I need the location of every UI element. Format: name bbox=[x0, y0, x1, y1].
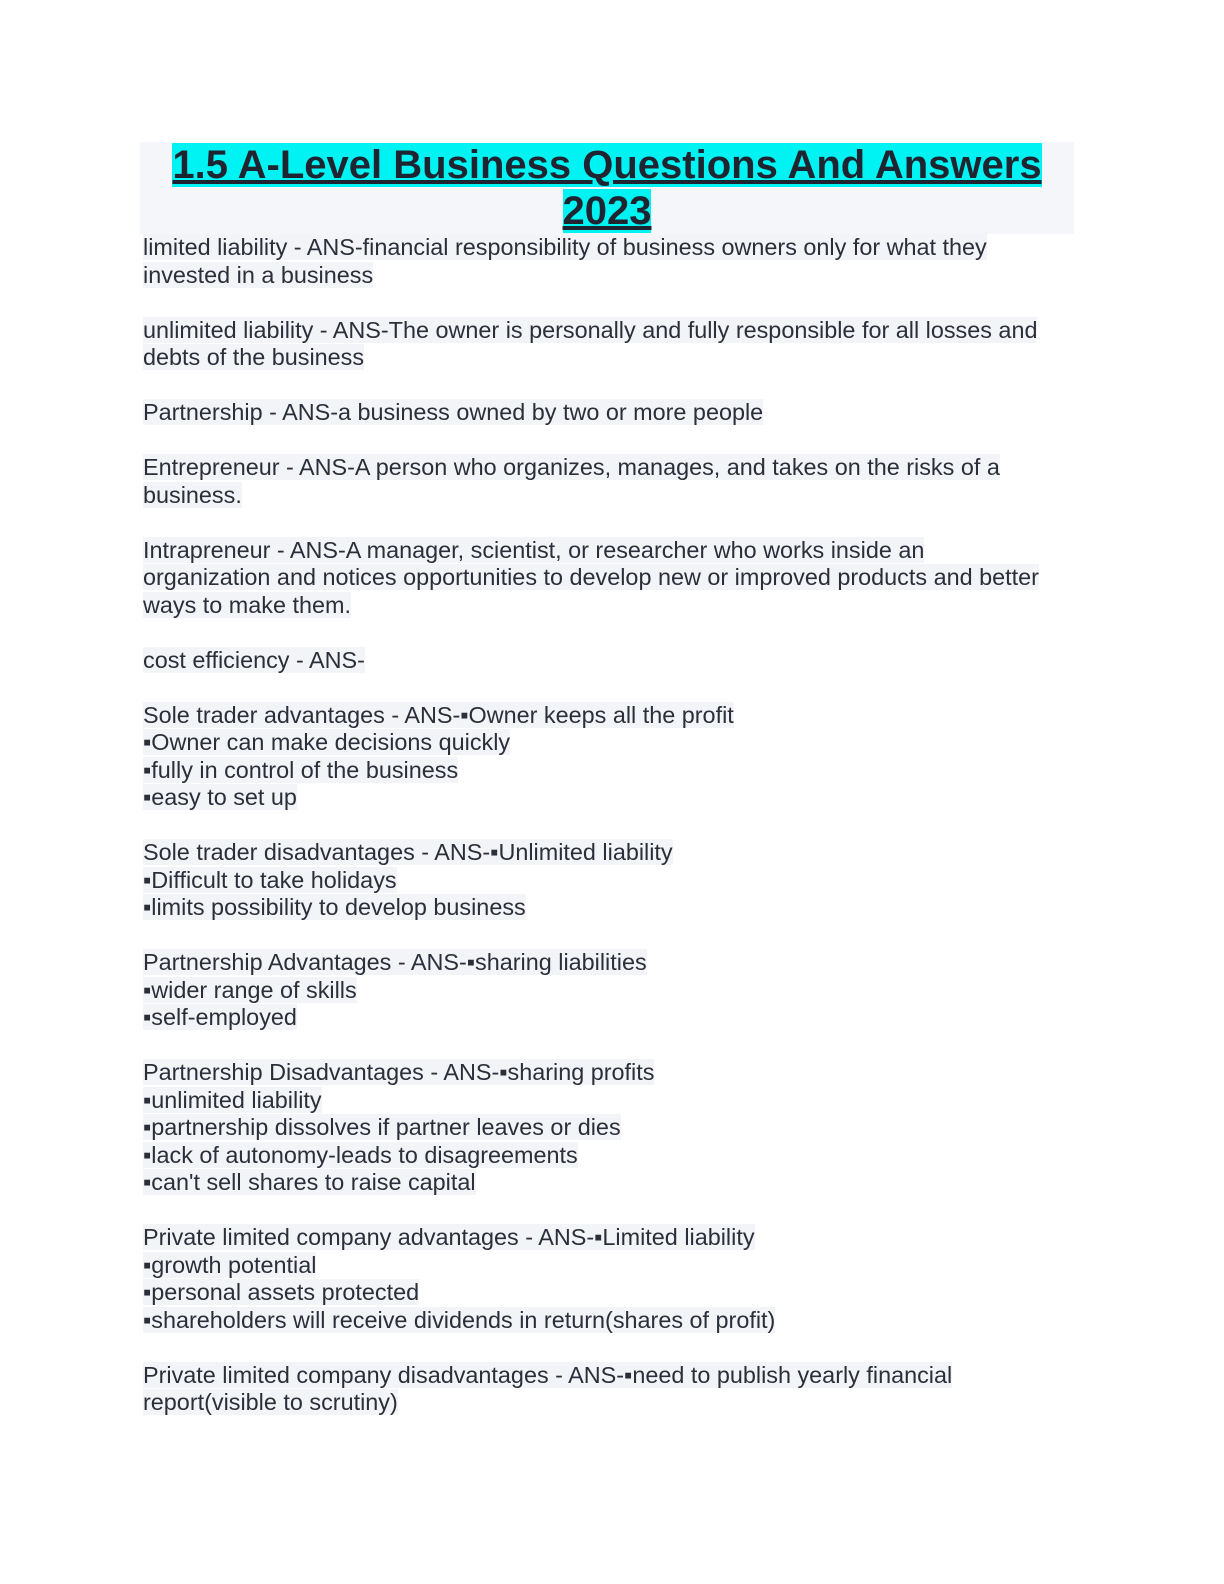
qa-entry-line bbox=[143, 1087, 1073, 1115]
qa-entry-line bbox=[143, 1224, 1073, 1252]
qa-entry-line bbox=[143, 867, 1073, 895]
qa-entry-line bbox=[143, 1307, 1073, 1335]
qa-entry-line bbox=[143, 784, 1073, 812]
qa-entry-text: Partnership - ANS-a business owned by two or more people bbox=[143, 399, 764, 425]
qa-entry-line bbox=[143, 702, 1073, 730]
qa-entry-line bbox=[143, 1279, 1073, 1307]
qa-entry-text: ▪growth potential bbox=[143, 1251, 317, 1278]
qa-entry-line bbox=[143, 592, 1073, 620]
qa-entry-line bbox=[143, 1169, 1073, 1197]
qa-entry-text: ▪easy to set up bbox=[143, 784, 297, 810]
qa-entry-line bbox=[143, 1362, 1073, 1390]
qa-entry-text: Private limited company disadvantages - ANS-▪need to publish yearly financial bbox=[143, 1361, 953, 1388]
qa-entry-text: ▪Difficult to take holidays bbox=[143, 866, 397, 893]
qa-entry-text: debts of the business bbox=[143, 344, 365, 370]
qa-entry bbox=[143, 537, 1073, 620]
qa-entry-line bbox=[143, 1059, 1073, 1087]
qa-entry-text: ▪personal assets protected bbox=[143, 1279, 420, 1305]
qa-entry-text: ▪shareholders will receive dividends in return(shares of profit) bbox=[143, 1306, 776, 1333]
qa-entry-text: Intrapreneur - ANS-A manager, scientist, or researcher who works inside an bbox=[143, 536, 925, 563]
qa-entry-line bbox=[143, 1004, 1073, 1032]
qa-entry bbox=[143, 702, 1073, 812]
qa-entry-text: unlimited liability - ANS-The owner is personally and fully responsible for all losses and bbox=[143, 316, 1038, 343]
qa-entry-line bbox=[143, 344, 1073, 372]
qa-entry-text: ▪can't sell shares to raise capital bbox=[143, 1169, 476, 1195]
qa-entry bbox=[143, 839, 1073, 922]
qa-entry-text: business. bbox=[143, 481, 242, 508]
qa-entry-line bbox=[143, 977, 1073, 1005]
qa-entry-line bbox=[143, 317, 1073, 345]
qa-entry-line bbox=[143, 482, 1073, 510]
qa-entry-line bbox=[143, 1142, 1073, 1170]
qa-entry-line bbox=[143, 647, 1073, 675]
qa-entry-text: Partnership Advantages - ANS-▪sharing liabilities bbox=[143, 949, 647, 975]
qa-entry-text: Private limited company advantages - ANS-▪Limited liability bbox=[143, 1224, 755, 1250]
qa-entry-line bbox=[143, 537, 1073, 565]
qa-entry-line bbox=[143, 399, 1073, 427]
qa-entry-line bbox=[143, 757, 1073, 785]
qa-entry bbox=[143, 949, 1073, 1032]
qa-entry-line bbox=[143, 564, 1073, 592]
qa-entry-text: ▪wider range of skills bbox=[143, 976, 357, 1003]
qa-entry-line bbox=[143, 1252, 1073, 1280]
title-line-1: 1.5 A-Level Business Questions And Answers bbox=[172, 143, 1042, 187]
qa-entry-text: ▪lack of autonomy-leads to disagreements bbox=[143, 1141, 578, 1168]
qa-entry-line bbox=[143, 234, 1073, 262]
qa-entry-line bbox=[143, 1114, 1073, 1142]
qa-entry bbox=[143, 317, 1073, 372]
qa-entry-text: ▪fully in control of the business bbox=[143, 756, 459, 783]
qa-entry-line bbox=[143, 839, 1073, 867]
qa-entry-text: Sole trader advantages - ANS-▪Owner keeps all the profit bbox=[143, 701, 734, 728]
qa-entry-text: invested in a business bbox=[143, 261, 374, 288]
qa-entry-text: ▪Owner can make decisions quickly bbox=[143, 729, 511, 755]
qa-entry-text: ▪partnership dissolves if partner leaves or dies bbox=[143, 1114, 621, 1140]
qa-entry-text: limited liability - ANS-financial responsibility of business owners only for what they bbox=[143, 234, 987, 260]
title-block bbox=[140, 142, 1074, 234]
qa-entry bbox=[143, 454, 1073, 509]
qa-entry bbox=[143, 647, 1073, 675]
qa-entry bbox=[143, 399, 1073, 427]
qa-entry-text: Partnership Disadvantages - ANS-▪sharing profits bbox=[143, 1059, 655, 1085]
qa-entry-text: report(visible to scrutiny) bbox=[143, 1389, 398, 1415]
title-line-2: 2023 bbox=[562, 189, 652, 233]
qa-entry bbox=[143, 234, 1073, 289]
qa-entry-line bbox=[143, 454, 1073, 482]
qa-entry-line bbox=[143, 729, 1073, 757]
qa-entry-line bbox=[143, 894, 1073, 922]
qa-entry bbox=[143, 1059, 1073, 1197]
qa-entry-text: ▪unlimited liability bbox=[143, 1086, 322, 1113]
qa-entry-line bbox=[143, 949, 1073, 977]
qa-entry bbox=[143, 1362, 1073, 1417]
qa-entry-text: Sole trader disadvantages - ANS-▪Unlimited liability bbox=[143, 839, 673, 865]
qa-entry-text: ▪limits possibility to develop business bbox=[143, 894, 526, 920]
qa-entry-line bbox=[143, 1389, 1073, 1417]
qa-list bbox=[143, 234, 1073, 1444]
qa-entry-text: ▪self-employed bbox=[143, 1004, 297, 1030]
qa-entry bbox=[143, 1224, 1073, 1334]
qa-entry-text: Entrepreneur - ANS-A person who organizes, manages, and takes on the risks of a bbox=[143, 454, 1000, 480]
qa-entry-text: cost efficiency - ANS- bbox=[143, 646, 365, 673]
qa-entry-text: ways to make them. bbox=[143, 591, 351, 618]
page-title bbox=[140, 142, 1074, 234]
qa-entry-text: organization and notices opportunities to develop new or improved products and better bbox=[143, 564, 1039, 590]
qa-entry-line bbox=[143, 262, 1073, 290]
